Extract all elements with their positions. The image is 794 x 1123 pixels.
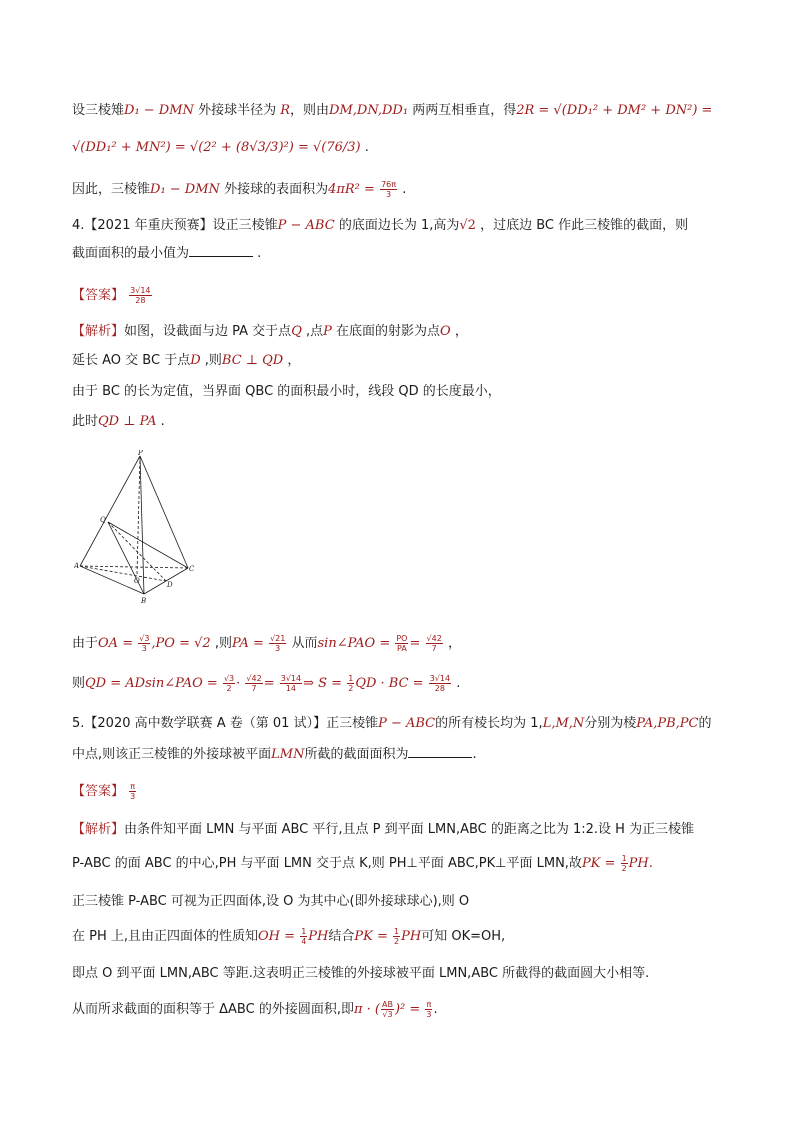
text: .: [364, 140, 369, 155]
text: 从而所求截面的面积等于 ΔABC 的外接圆面积,即: [72, 1002, 354, 1017]
math: QD · BC =: [355, 676, 424, 691]
answer-blank: [408, 745, 472, 758]
edge-PC: [140, 456, 188, 568]
math: P: [323, 324, 332, 339]
text: 在底面的射影为点: [336, 324, 441, 339]
question-4-line-1: [72, 216, 688, 236]
label-P: P: [138, 450, 143, 457]
tetrahedron-figure: [74, 450, 198, 610]
fraction: $\frac{\pi}{3}$: [130, 782, 136, 801]
text: 的所有棱长均为 1,: [435, 716, 543, 731]
text: 设三棱雉: [72, 103, 125, 118]
math: 2R = √(DD₁² + DM² + DN²) =: [516, 103, 713, 118]
question-4-analysis-1: [72, 322, 468, 342]
question-heading: 4.【2021 年重庆预赛】设正三棱锥: [72, 218, 278, 233]
text: .: [456, 676, 461, 691]
question-5-answer: [72, 782, 137, 802]
text: 由条件知平面 LMN 与平面 ABC 平行,且点 P 到平面 LMN,ABC 的距离之比为 1:2.设 H 为正三棱锥: [124, 822, 695, 837]
text: 则: [72, 676, 86, 691]
fraction: $\frac{√3}{3}$: [139, 634, 150, 653]
edge-QC: [108, 522, 188, 568]
math: =: [263, 676, 275, 691]
analysis-label: 【解析】: [72, 324, 125, 339]
math: ·: [236, 676, 241, 691]
math: PH: [308, 929, 329, 944]
answer-label: 【答案】: [72, 784, 125, 799]
text: 两两互相垂直，得: [412, 103, 517, 118]
text: 分别为棱: [584, 716, 637, 731]
fraction: $\frac{1}{2}$: [621, 854, 627, 873]
question-4-analysis-2: [72, 351, 300, 371]
fraction: $\frac{3√14}{28}$: [130, 286, 151, 305]
math: O: [440, 324, 451, 339]
math: P − ABC: [378, 716, 436, 731]
label-A: A: [74, 562, 80, 570]
question-5-analysis-1: [72, 820, 694, 840]
fraction: $\frac{1}{4}$: [301, 927, 307, 946]
edge-AC: [80, 566, 188, 568]
math: DM,DN,DD₁: [329, 103, 409, 118]
text: P-ABC 的面 ABC 的中心,PH 与平面 LMN 交于点 K,则 PH⊥平面 ABC,PK⊥平面 LMN,故: [72, 856, 582, 871]
text: 在 PH 上,且由正四面体的性质知: [72, 929, 259, 944]
segment-PO: [137, 456, 140, 574]
question-5-line-1: [72, 714, 712, 734]
math: sin∠PAO =: [317, 636, 391, 651]
label-B: B: [141, 597, 147, 605]
math: PK =: [354, 929, 388, 944]
question-5-line-2: [72, 745, 477, 765]
segment-AD: [80, 566, 166, 581]
text: .: [257, 246, 262, 261]
text: ,则: [214, 636, 232, 651]
fraction: $\frac{PO}{PA}$: [396, 634, 408, 653]
fraction: $\frac{3√14}{14}$: [280, 674, 302, 693]
math: OH =: [258, 929, 296, 944]
text: 此时: [72, 414, 99, 429]
fraction: $\frac{1}{2}$: [394, 927, 400, 946]
text: ，: [447, 636, 461, 651]
fraction: $\frac{AB}{√3}$: [381, 1000, 393, 1019]
answer-blank: [189, 244, 253, 257]
edge-PA: [80, 456, 140, 566]
text: 外接球的表面积为: [224, 182, 329, 197]
question-5-analysis-3: [72, 892, 469, 912]
text: ，则由: [290, 103, 330, 118]
math: PK =: [581, 856, 616, 871]
fraction: $\frac{1}{2}$: [348, 674, 354, 693]
math: PA,PB,PC: [636, 716, 699, 731]
fraction: $\frac{3√14}{28}$: [429, 674, 451, 693]
math: D₁ − DMN: [150, 182, 220, 197]
text: ，: [287, 353, 301, 368]
question-4-answer: [72, 286, 153, 306]
fraction: $\frac{76\pi}{3}$: [381, 180, 397, 199]
math: )² =: [394, 1002, 421, 1017]
answer-label: 【答案】: [72, 288, 125, 303]
question-5-analysis-6: [72, 1000, 438, 1020]
text: 截面面积的最小值为: [72, 246, 190, 261]
text: 正三棱锥 P-ABC 可视为正四面体,设 O 为其中心(即外接球球心),则 O: [72, 894, 470, 909]
math: 4πR² =: [328, 182, 375, 197]
text: 的底面边长为 1,高为: [338, 218, 460, 233]
math: P − ABC: [277, 218, 335, 233]
question-4-analysis-3: [72, 382, 501, 402]
edge-PB: [140, 456, 144, 594]
question-heading: 5.【2020 高中数学联赛 A 卷（第 01 试）】正三棱锥: [72, 716, 379, 731]
text: 中点,则该正三棱锥的外接球被平面: [72, 747, 272, 762]
text: 可知 OK=OH,: [421, 929, 506, 944]
math: Q: [291, 324, 302, 339]
math: D₁ − DMN: [124, 103, 194, 118]
question-5-analysis-5: [72, 964, 649, 984]
question-5-analysis-4: [72, 927, 505, 947]
label-C: C: [189, 565, 195, 573]
text: 即点 O 到平面 LMN,ABC 等距.这表明正三棱锥的外接球被平面 LMN,ABC 所截得的截面圆大小相等.: [72, 966, 650, 981]
solution-line-2: [72, 138, 369, 158]
math: L,M,N: [542, 716, 585, 731]
label-Q: Q: [100, 516, 106, 524]
math: ⇒ S =: [303, 676, 343, 691]
fraction: $\frac{√21}{3}$: [270, 634, 286, 653]
analysis-label: 【解析】: [72, 822, 125, 837]
math: =: [409, 636, 421, 651]
text: ,点: [306, 324, 324, 339]
math: ,PO = √2: [151, 636, 211, 651]
text: 如图，设截面与边 PA 交于点: [124, 324, 292, 339]
label-O: O: [134, 577, 140, 585]
math: PH.: [628, 856, 653, 871]
text: 结合: [328, 929, 355, 944]
text: ，: [454, 324, 468, 339]
question-4-analysis-6: [72, 674, 460, 694]
math: BC ⊥ QD: [221, 353, 284, 368]
text: .: [472, 747, 477, 762]
math: D: [190, 353, 201, 368]
math: OA =: [98, 636, 134, 651]
text: 由于 BC 的长为定值，当界面 QBC 的面积最小时，线段 QD 的长度最小，: [72, 384, 501, 399]
fraction: $\frac{√42}{7}$: [246, 674, 262, 693]
text: ，过底边 BC 作此三棱锥的截面，则: [480, 218, 689, 233]
text: 的: [698, 716, 712, 731]
math: π · (: [353, 1002, 380, 1017]
fraction: $\frac{\pi}{3}$: [426, 1000, 432, 1019]
text: .: [402, 182, 407, 197]
question-4-analysis-5: [72, 634, 461, 654]
fraction: $\frac{√3}{2}$: [223, 674, 235, 693]
math: PH: [401, 929, 422, 944]
math: R: [280, 103, 291, 118]
question-5-analysis-2: [72, 854, 653, 874]
text: .: [160, 414, 165, 429]
math: QD ⊥ PA: [98, 414, 157, 429]
solution-line-1: [72, 101, 712, 121]
text: 从而: [291, 636, 318, 651]
text: 外接球半径为: [198, 103, 277, 118]
question-4-line-2: [72, 244, 261, 264]
question-4-analysis-4: [72, 412, 165, 432]
label-D: D: [167, 581, 173, 589]
text: .: [433, 1002, 438, 1017]
text: 因此，三棱锥: [72, 182, 151, 197]
text: 所截的截面面积为: [304, 747, 409, 762]
text: ,则: [204, 353, 222, 368]
fraction: $\frac{√42}{7}$: [426, 634, 442, 653]
solution-line-3: [72, 180, 406, 200]
math: √2: [459, 218, 476, 233]
math: PA =: [231, 636, 264, 651]
math: QD = ADsin∠PAO =: [85, 676, 218, 691]
math: LMN: [271, 747, 305, 762]
text: 由于: [72, 636, 99, 651]
math: √(DD₁² + MN²) = √(2² + (8√3/3)²) = √(76/3): [72, 140, 361, 155]
text: 延长 AO 交 BC 于点: [72, 353, 191, 368]
